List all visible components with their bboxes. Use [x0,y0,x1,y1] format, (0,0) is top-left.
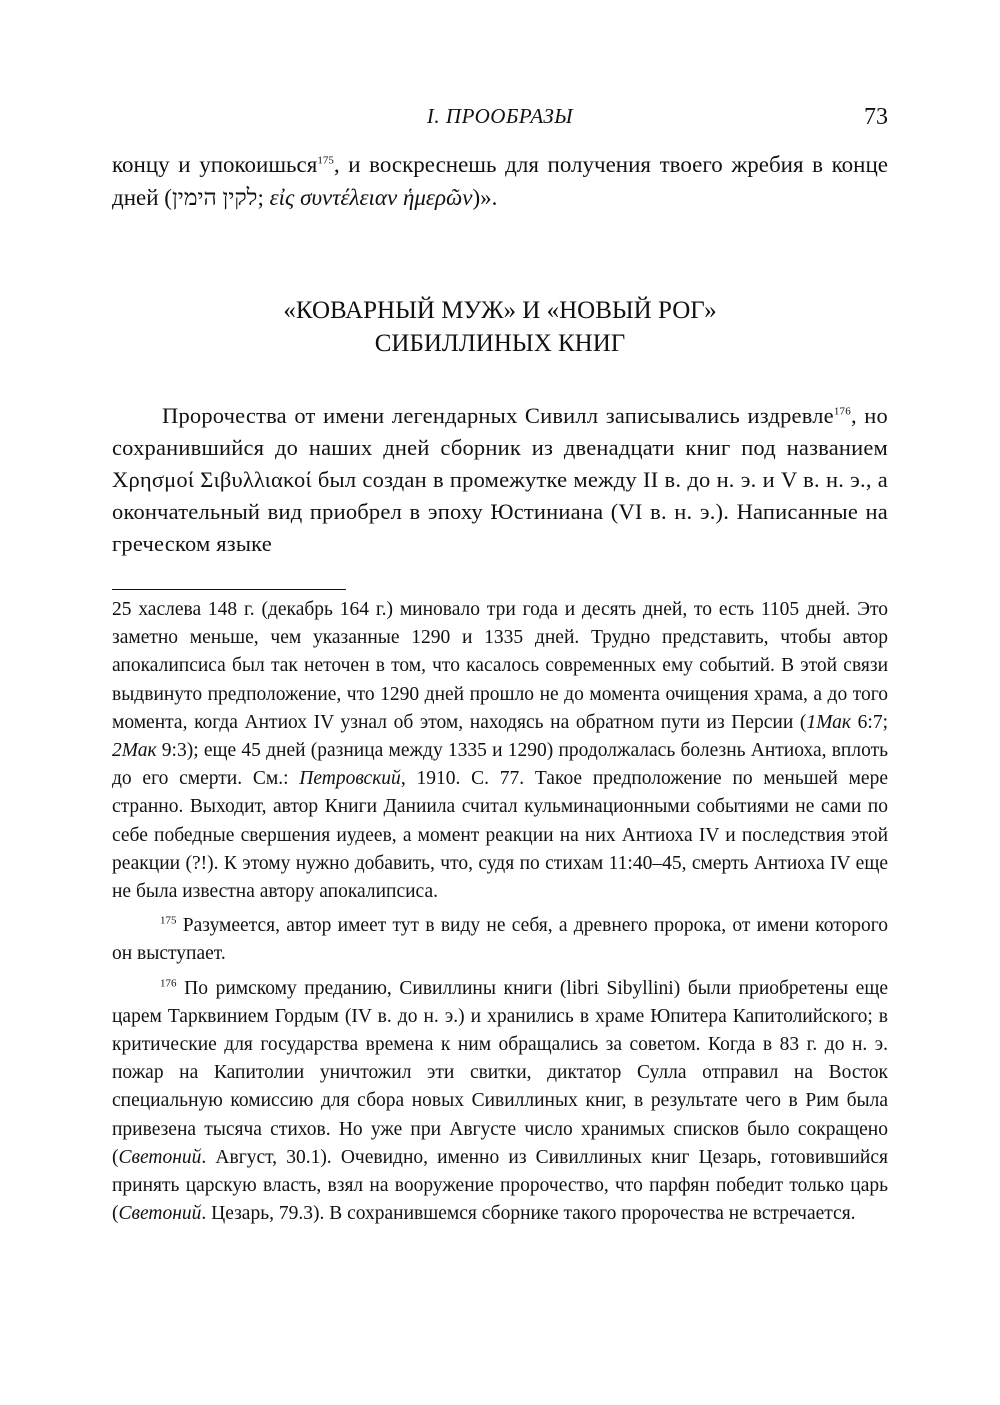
footnote-ref: 175 [317,154,334,167]
text-run: 9:3); еще 45 дней (разница между 1335 и 1290) продолжалась болезнь Антиоха, вплоть до его смерти. См.: [112,740,888,790]
page-header [0,104,1000,134]
footnote-175 [112,912,888,968]
continuation-paragraph [112,148,888,214]
footnotes [112,596,888,1228]
footnote-continuation [112,596,888,906]
text-run: ; [257,185,270,210]
citation: 2Мак [112,740,157,762]
footnote-176 [112,975,888,1229]
body-paragraph [112,400,888,560]
citation: Петровский [299,768,401,790]
hebrew-phrase: לקין הימין [171,185,258,210]
text-run: , но сохранившийся до наших дней сборник из двенадцати книг под названием Χρησμοί Σιβυλλιακοί был создан в промежутке между II в. до н. э. и V в. н. э., а окончательный вид приобрел в эпоху Юстиниана (VI в. н. э.). Написанные на греческом языке [112,403,888,556]
citation: 1Мак [806,711,852,733]
citation: Светоний [118,1146,202,1168]
heading-line: «КОВАРНЫЙ МУЖ» И «НОВЫЙ РОГ» [283,297,717,324]
text-run: , 1910. С. 77. Такое предположение по меньшей мере странно. Выходит, автор Книги Даниила считал кульминационными событиями не сами по себе победные свершения иудеев, а момент реакции на них Антиоха IV и последствия этой реакции (?!). К этому нужно добавить, что, судя по стихам 11:40–45, смерть Антиоха IV еще не была известна автору апокалипсиса. [112,768,888,903]
footnote-number: 175 [160,914,177,927]
footnote-number: 176 [160,977,177,990]
footnote-ref: 176 [833,405,851,418]
text-run: концу и упокоишься [112,152,318,177]
text-run: Разумеется, автор имеет тут в виду не себя, а древнего пророка, от имени которого он выступает. [112,915,888,965]
greek-phrase: εἰς συντέλειαν ἡμερῶν [269,185,473,210]
running-head: I. ПРООБРАЗЫ [426,104,574,128]
text-run: )». [472,185,498,210]
text-run: Пророчества от имени легендарных Сивилл записывались издревле [162,403,834,428]
section-heading [0,294,1000,360]
text-run: . Цезарь, 79.3). В сохранившемся сборнике такого пророчества не встречается. [201,1203,856,1225]
footnote-divider [112,589,346,590]
text-run: По римскому преданию, Сивиллины книги (libri Sibyllini) были приобретены еще царем Тарквинием Гордым (IV в. до н. э.) и хранились в храме Юпитера Капитолийского; в критические для государства времена к ним обращались за советом. Когда в 83 г. до н. э. пожар на Капитолии уничтожил эти свитки, диктатор Сулла отправил на Восток специальную комиссию для сбора новых Сивиллиных книг, в результате чего в Рим была привезена тысяча стихов. Но уже при Августе число хранимых списков было сокращено ( [112,977,888,1168]
heading-line: СИБИЛЛИНЫХ КНИГ [374,330,626,357]
page-number: 73 [864,104,888,130]
text-run: 25 хаслева 148 г. (декабрь 164 г.) миновало три года и десять дней, то есть 1105 дней. Это заметно меньше, чем указанные 1290 и 1335 дней. Трудно представить, чтобы автор апокалипсиса был так неточен в том, что касалось современных ему событий. В этой связи выдвинуто предположение, что 1290 дней прошло не до момента очищения храма, а до того момента, когда Антиох IV узнал об этом, находясь на обратном пути из Персии ( [112,599,888,733]
text-run: 6:7; [851,711,889,733]
text-run: . Август, 30.1). Очевидно, именно из Сивиллиных книг Цезарь, готовившийся принять царскую власть, взял на вооружение пророчество, что парфян победит только царь ( [112,1146,888,1225]
citation: Светоний [118,1203,202,1225]
text-run: , и воскреснешь для получения твоего жребия в конце дней ( [112,152,888,210]
